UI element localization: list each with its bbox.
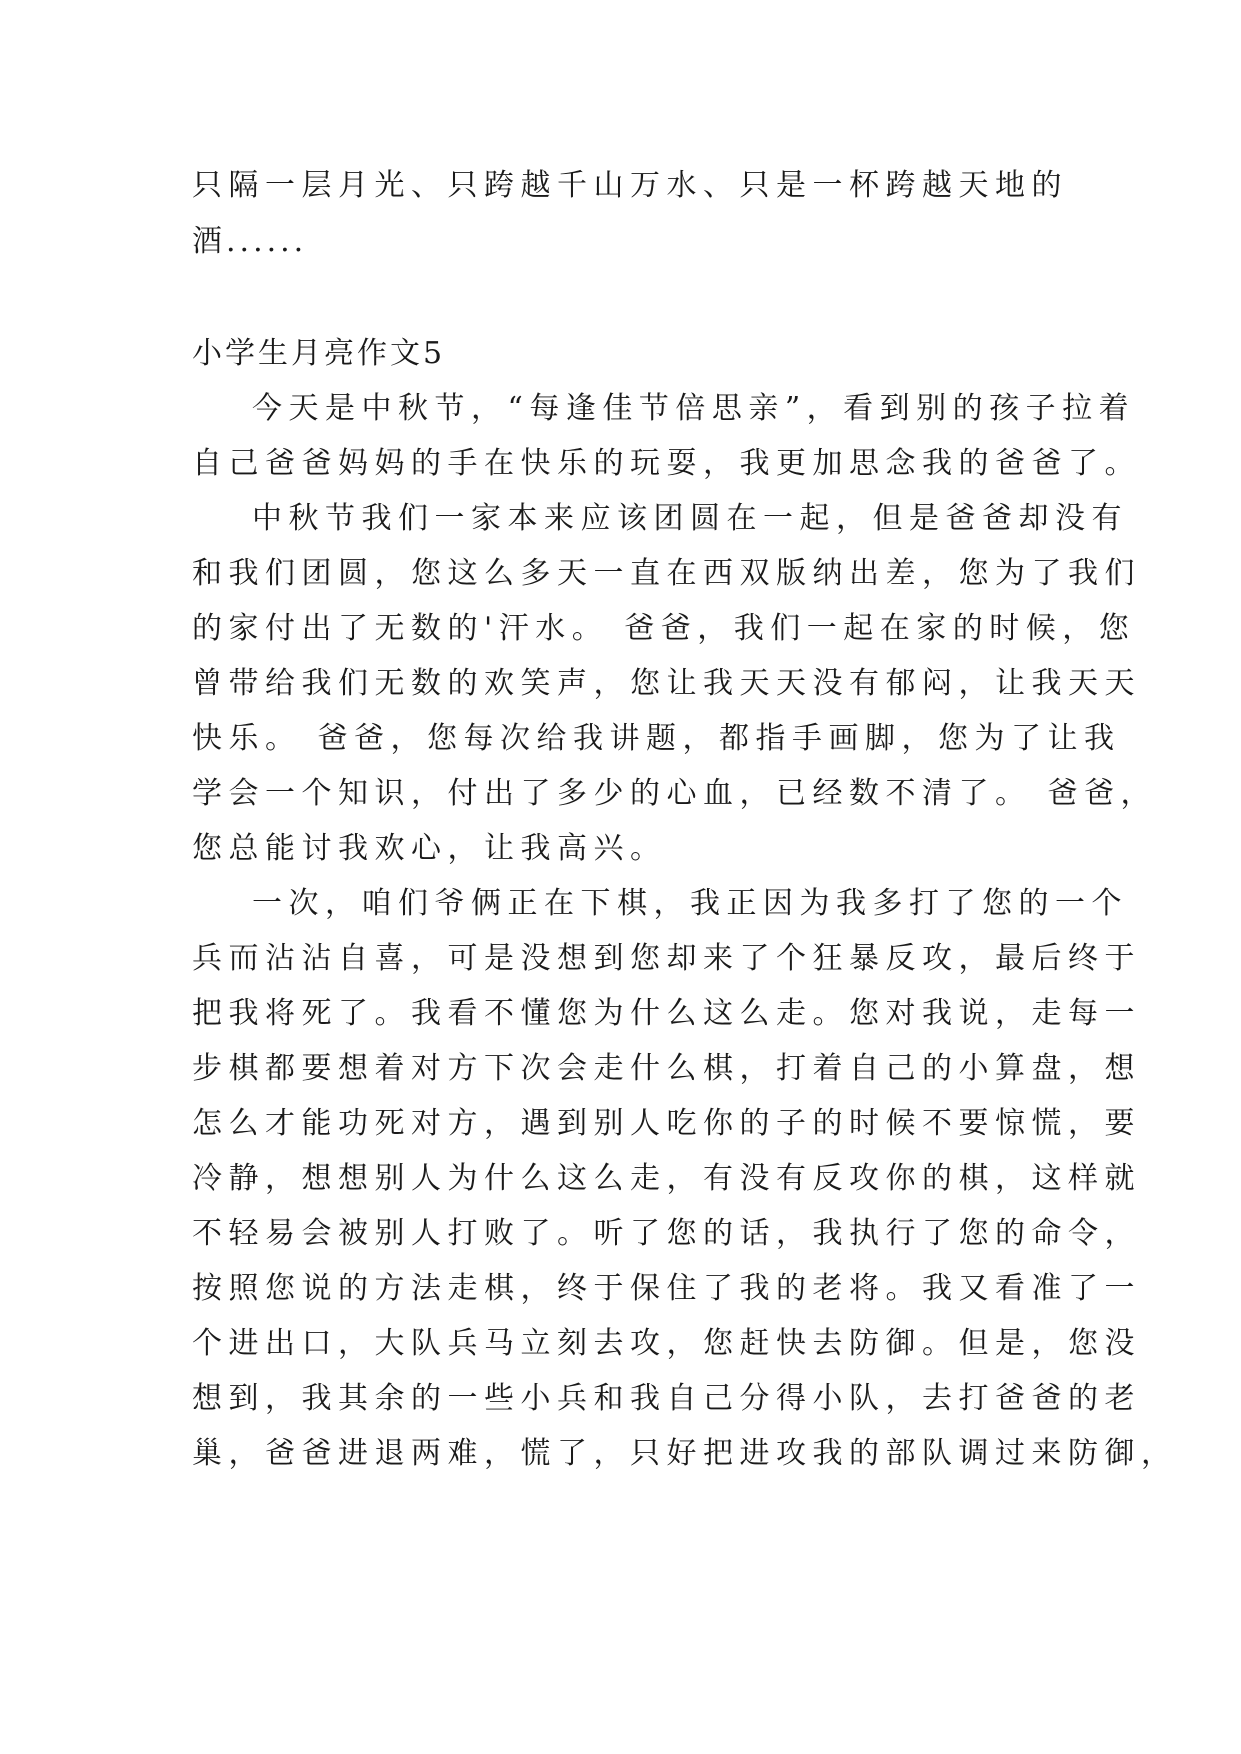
text-line: 只隔一层月光、只跨越千山万水、只是一杯跨越天地的	[192, 168, 1068, 203]
paragraph-first-line: 一次，咱们爷俩正在下棋，我正因为我多打了您的一个	[252, 886, 1128, 921]
text-line: 您总能讨我欢心，让我高兴。	[192, 831, 667, 866]
text-line: 的家付出了无数的'汗水。 爸爸，我们一起在家的时候，您	[192, 611, 1136, 646]
text-line: 怎么才能功死对方，遇到别人吃你的子的时候不要惊慌，要	[192, 1106, 1141, 1141]
text-line: 不轻易会被别人打败了。听了您的话，我执行了您的命令，	[192, 1216, 1141, 1251]
text-line: 自己爸爸妈妈的手在快乐的玩耍，我更加思念我的爸爸了。	[192, 446, 1141, 481]
text-line: 酒......	[192, 224, 308, 259]
paragraph-first-line: 中秋节我们一家本来应该团圆在一起，但是爸爸却没有	[252, 501, 1128, 536]
text-line: 冷静，想想别人为什么这么走，有没有反攻你的棋，这样就	[192, 1161, 1141, 1196]
paragraph-first-line: 今天是中秋节，“每逢佳节倍思亲”，看到别的孩子拉着	[252, 391, 1136, 426]
text-line: 步棋都要想着对方下次会走什么棋，打着自己的小算盘，想	[192, 1051, 1141, 1086]
text-line: 巢，爸爸进退两难，慌了，只好把进攻我的部队调过来防御，	[192, 1436, 1178, 1471]
text-line: 把我将死了。我看不懂您为什么这么走。您对我说，走每一	[192, 996, 1141, 1031]
text-line: 按照您说的方法走棋，终于保住了我的老将。我又看准了一	[192, 1271, 1141, 1306]
text-line: 曾带给我们无数的欢笑声，您让我天天没有郁闷，让我天天	[192, 666, 1141, 701]
text-line: 个进出口，大队兵马立刻去攻，您赶快去防御。但是，您没	[192, 1326, 1141, 1361]
text-line: 和我们团圆，您这么多天一直在西双版纳出差，您为了我们	[192, 556, 1141, 591]
text-line: 想到，我其余的一些小兵和我自己分得小队，去打爸爸的老	[192, 1381, 1141, 1416]
text-line: 学会一个知识，付出了多少的心血，已经数不清了。 爸爸，	[192, 776, 1158, 811]
text-line: 快乐。 爸爸，您每次给我讲题，都指手画脚，您为了让我	[192, 721, 1121, 756]
section-heading: 小学生月亮作文5	[192, 336, 446, 371]
text-line: 兵而沾沾自喜，可是没想到您却来了个狂暴反攻，最后终于	[192, 941, 1141, 976]
